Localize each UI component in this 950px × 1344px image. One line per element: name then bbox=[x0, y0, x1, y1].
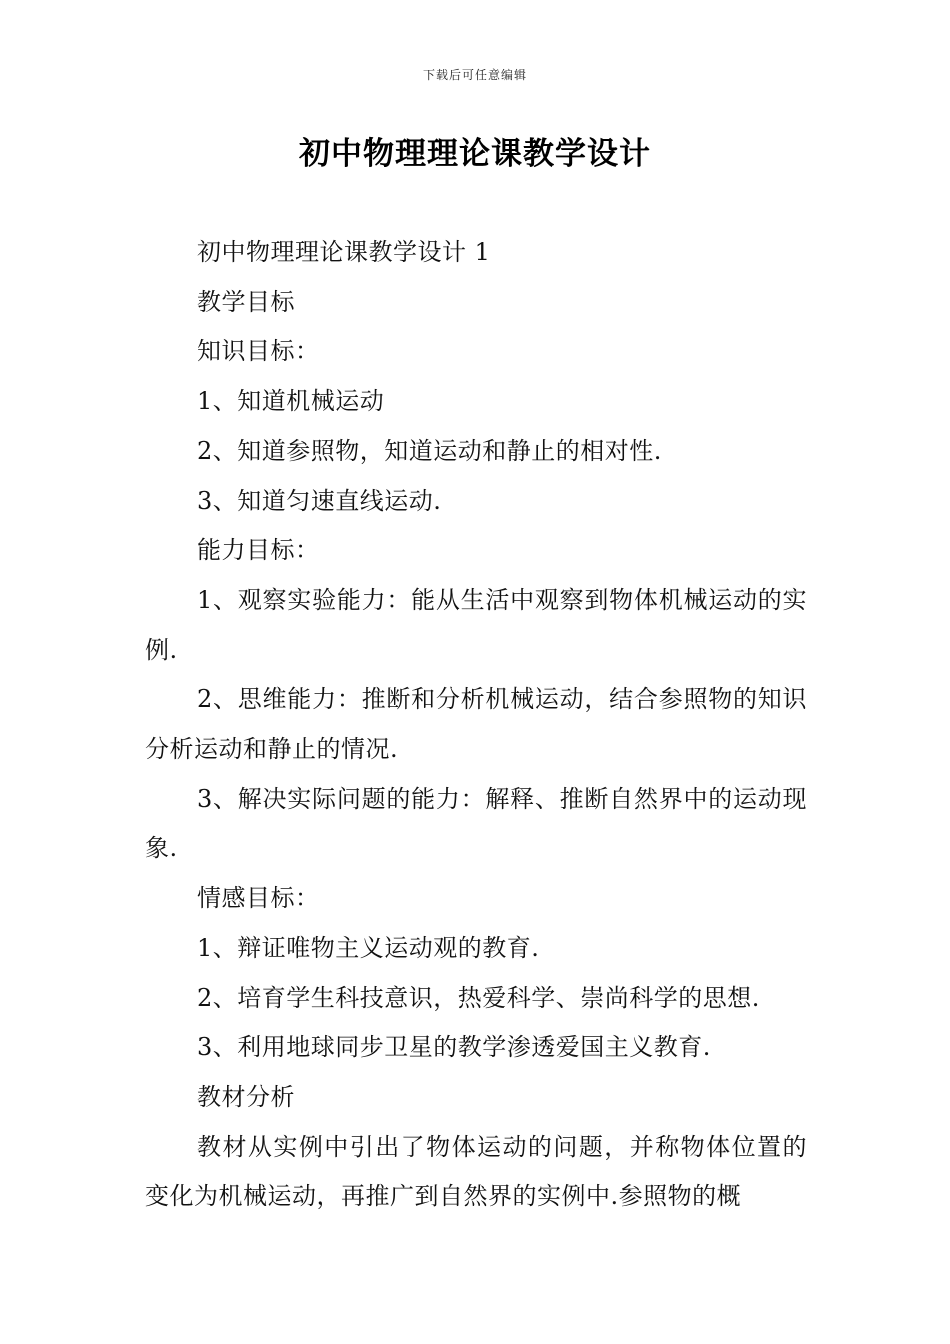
paragraph: 2、培育学生科技意识，热爱科学、崇尚科学的思想. bbox=[197, 983, 760, 1012]
paragraph: 3、利用地球同步卫星的教学渗透爱国主义教育. bbox=[197, 1033, 711, 1062]
paragraph: 2、知道参照物，知道运动和静止的相对性. bbox=[197, 436, 662, 465]
paragraph: 1、知道机械运动 bbox=[197, 387, 385, 416]
header-note: 下载后可任意编辑 bbox=[422, 68, 527, 82]
document-title: 初中物理理论课教学设计 bbox=[299, 136, 651, 172]
document-body bbox=[145, 228, 807, 1222]
paragraph: 1、观察实验能力：能从生活中观察到物体机械运动的实例. bbox=[145, 585, 807, 664]
paragraph: 2、思维能力：推断和分析机械运动，结合参照物的知识分析运动和静止的情况. bbox=[145, 685, 807, 764]
paragraph: 教材从实例中引出了物体运动的问题，并称物体位置的变化为机械运动，再推广到自然界的实例中.参照物的概 bbox=[145, 1132, 807, 1211]
paragraph-teaching-goals: 教学目标 bbox=[197, 287, 295, 316]
paragraph-knowledge-goals: 知识目标： bbox=[197, 337, 320, 366]
paragraph: 3、解决实际问题的能力：解释、推断自然界中的运动现象. bbox=[145, 784, 807, 863]
paragraph-emotion-goals: 情感目标： bbox=[197, 884, 320, 913]
paragraph-textbook-analysis: 教材分析 bbox=[197, 1082, 295, 1111]
paragraph: 1、辩证唯物主义运动观的教育. bbox=[197, 933, 540, 962]
paragraph-ability-goals: 能力目标： bbox=[197, 536, 320, 565]
paragraph: 3、知道匀速直线运动. bbox=[197, 486, 442, 515]
paragraph-section-heading: 初中物理理论课教学设计 1 bbox=[197, 238, 491, 266]
